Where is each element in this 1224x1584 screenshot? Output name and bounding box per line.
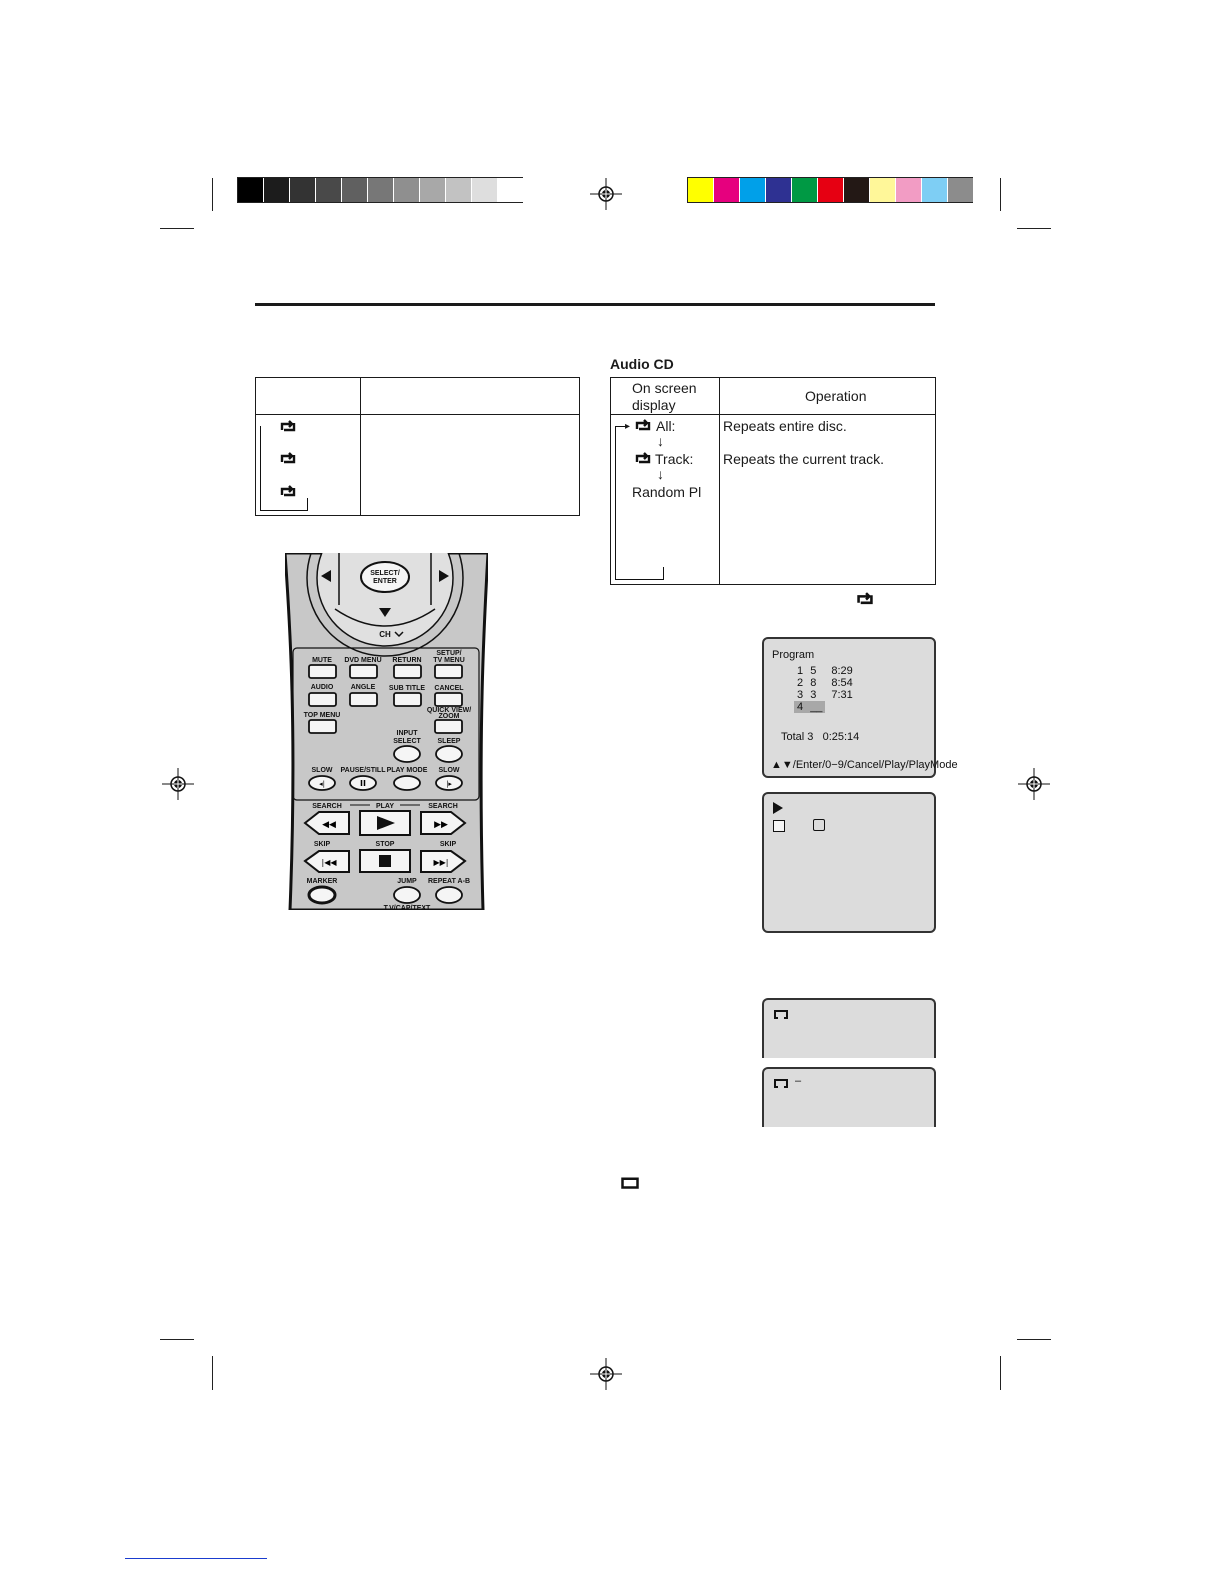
color-calibration-bar	[687, 177, 973, 203]
crop-mark	[160, 1339, 194, 1340]
dvd-menu-button[interactable]	[350, 665, 377, 678]
operation-all: Repeats entire disc.	[723, 418, 847, 434]
sleep-label: SLEEP	[437, 738, 461, 745]
setup-tv-menu-button[interactable]	[435, 665, 462, 678]
loop-bracket	[663, 567, 664, 579]
skip-back-icon: |◀◀	[321, 858, 337, 867]
mute-button[interactable]	[309, 665, 336, 678]
return-label: RETURN	[392, 657, 422, 664]
select-label: SELECT	[393, 738, 421, 745]
angle-button[interactable]	[350, 693, 377, 706]
footer-link-underline	[125, 1558, 267, 1559]
marker-label: MARKER	[306, 878, 338, 885]
top-menu-label: TOP MENU	[303, 712, 341, 719]
repeat-mode-icon	[813, 819, 825, 831]
enter-label: ENTER	[373, 578, 397, 585]
slow-reverse-icon: ◂|	[319, 780, 325, 788]
calibration-swatch	[420, 178, 445, 202]
loop-bracket	[307, 498, 308, 510]
dvd-menu-label: DVD MENU	[344, 657, 382, 664]
sleep-button[interactable]	[436, 746, 462, 762]
left-repeat-table	[255, 377, 580, 516]
program-hint: ▲▼/Enter/0−9/Cancel/Play/PlayMode	[771, 759, 958, 771]
subtitle-button[interactable]	[394, 693, 421, 706]
skip-next-icon: ▶▶|	[433, 858, 449, 867]
calibration-swatch	[792, 178, 817, 202]
section-heading: Audio CD	[610, 356, 674, 372]
registration-target-icon	[590, 1358, 622, 1390]
search-fwd-label: SEARCH	[428, 803, 458, 810]
repeat-ab-icon	[773, 1077, 789, 1089]
ab-dash: –	[795, 1075, 802, 1087]
calibration-swatch	[740, 178, 765, 202]
top-menu-button[interactable]	[309, 720, 336, 733]
slow-fwd-label: SLOW	[438, 767, 460, 774]
tv-menu-label: TV MENU	[433, 657, 465, 664]
calibration-swatch	[472, 178, 497, 202]
rewind-icon: ◀◀	[322, 820, 336, 830]
calibration-swatch	[844, 178, 869, 202]
status-osd-screen	[762, 792, 936, 933]
zoom-label: ZOOM	[438, 713, 460, 720]
play-mode-button[interactable]	[394, 776, 420, 790]
calibration-swatch	[948, 178, 973, 202]
calibration-swatch	[368, 178, 393, 202]
registration-target-icon	[162, 768, 194, 800]
repeat-ab-icon	[620, 1175, 640, 1190]
slow-forward-icon: |▸	[446, 780, 452, 788]
repeat-a-osd-screen	[762, 998, 936, 1058]
program-entry: 2 8 8:54	[797, 677, 853, 689]
pause-still-label: PAUSE/STILL	[340, 767, 386, 774]
program-osd-screen	[762, 637, 958, 778]
calibration-swatch	[870, 178, 895, 202]
loop-bracket	[260, 426, 308, 511]
return-button[interactable]	[394, 665, 421, 678]
program-entry: 3 3 7:31	[797, 689, 853, 701]
calibration-swatch	[766, 178, 791, 202]
display-random: Random Pl	[632, 484, 702, 500]
repeat-icon	[634, 451, 652, 465]
program-current-entry[interactable]: 4 __	[794, 701, 825, 713]
header-rule	[255, 303, 935, 306]
loop-bracket	[615, 426, 664, 580]
calibration-swatch	[238, 178, 263, 202]
pause-icon: II	[360, 779, 366, 788]
slow-rev-label: SLOW	[311, 767, 333, 774]
calibration-swatch	[394, 178, 419, 202]
angle-label: ANGLE	[350, 684, 376, 691]
play-mode-label: PLAY MODE	[386, 767, 428, 774]
subtitle-label: SUB TITLE	[388, 685, 426, 692]
cancel-label: CANCEL	[434, 685, 464, 692]
down-arrow: ↓	[657, 466, 664, 482]
program-total: Total 3 0:25:14	[781, 731, 860, 743]
calibration-swatch	[446, 178, 471, 202]
crop-mark	[212, 178, 213, 211]
skip-fwd-label: SKIP	[439, 841, 457, 848]
repeat-ab-button[interactable]	[436, 887, 462, 903]
repeat-ab-icon	[773, 1008, 789, 1020]
calibration-swatch	[316, 178, 341, 202]
cancel-button[interactable]	[435, 693, 462, 706]
registration-target-icon	[1018, 768, 1050, 800]
audio-label: AUDIO	[310, 684, 334, 691]
quick-view-zoom-button[interactable]	[435, 720, 462, 733]
calibration-swatch	[290, 178, 315, 202]
operation-track: Repeats the current track.	[723, 451, 885, 467]
mute-label: MUTE	[312, 657, 332, 664]
repeat-ab-osd-screen	[762, 1067, 936, 1127]
setup-label: SETUP/	[436, 650, 462, 657]
calibration-swatch	[688, 178, 713, 202]
skip-rev-label: SKIP	[313, 841, 331, 848]
stop-icon	[379, 855, 391, 867]
crop-mark	[212, 1356, 213, 1390]
play-label: PLAY	[375, 803, 395, 810]
jump-button[interactable]	[394, 887, 420, 903]
input-select-button[interactable]	[394, 746, 420, 762]
loop-arrow-head: ▸	[625, 421, 631, 432]
stop-label: STOP	[375, 841, 395, 848]
quick-view-label: QUICK VIEW/	[426, 707, 472, 714]
search-rev-label: SEARCH	[312, 803, 342, 810]
calibration-swatch	[714, 178, 739, 202]
program-title: Program	[772, 649, 815, 661]
crop-mark	[1017, 228, 1051, 229]
audio-cd-table	[610, 377, 936, 585]
crop-mark	[1017, 1339, 1051, 1340]
calibration-swatch	[342, 178, 367, 202]
col-header-operation: Operation	[805, 388, 867, 404]
calibration-swatch	[264, 178, 289, 202]
remote-control-illustration	[285, 553, 488, 910]
repeat-icon	[855, 591, 875, 606]
tv-cap-text-label: T.V/CAP/TEXT	[383, 905, 431, 910]
program-entry: 1 5 8:29	[797, 665, 853, 677]
calibration-swatch	[498, 178, 523, 202]
col-header-display: On screen display	[632, 380, 697, 413]
calibration-swatch	[922, 178, 947, 202]
calibration-swatch	[818, 178, 843, 202]
gray-calibration-bar	[237, 177, 523, 203]
play-status-icon	[773, 802, 783, 814]
checkbox-icon	[773, 820, 785, 832]
ch-label: CH	[379, 630, 391, 639]
marker-button[interactable]	[309, 887, 335, 903]
select-enter-button[interactable]	[361, 562, 409, 592]
crop-mark	[160, 228, 194, 229]
display-track: Track:	[655, 451, 694, 467]
select-label: SELECT/	[370, 570, 400, 577]
repeat-icon	[634, 418, 652, 432]
display-all: All:	[656, 418, 676, 434]
calibration-swatch	[896, 178, 921, 202]
crop-mark	[1000, 178, 1001, 211]
registration-target-icon	[590, 178, 622, 210]
repeat-ab-label: REPEAT A-B	[428, 878, 470, 885]
down-arrow: ↓	[657, 433, 664, 449]
jump-label: JUMP	[397, 878, 417, 885]
crop-mark	[1000, 1356, 1001, 1390]
fast-forward-icon: ▶▶	[434, 820, 448, 830]
audio-button[interactable]	[309, 693, 336, 706]
input-label: INPUT	[396, 730, 418, 737]
